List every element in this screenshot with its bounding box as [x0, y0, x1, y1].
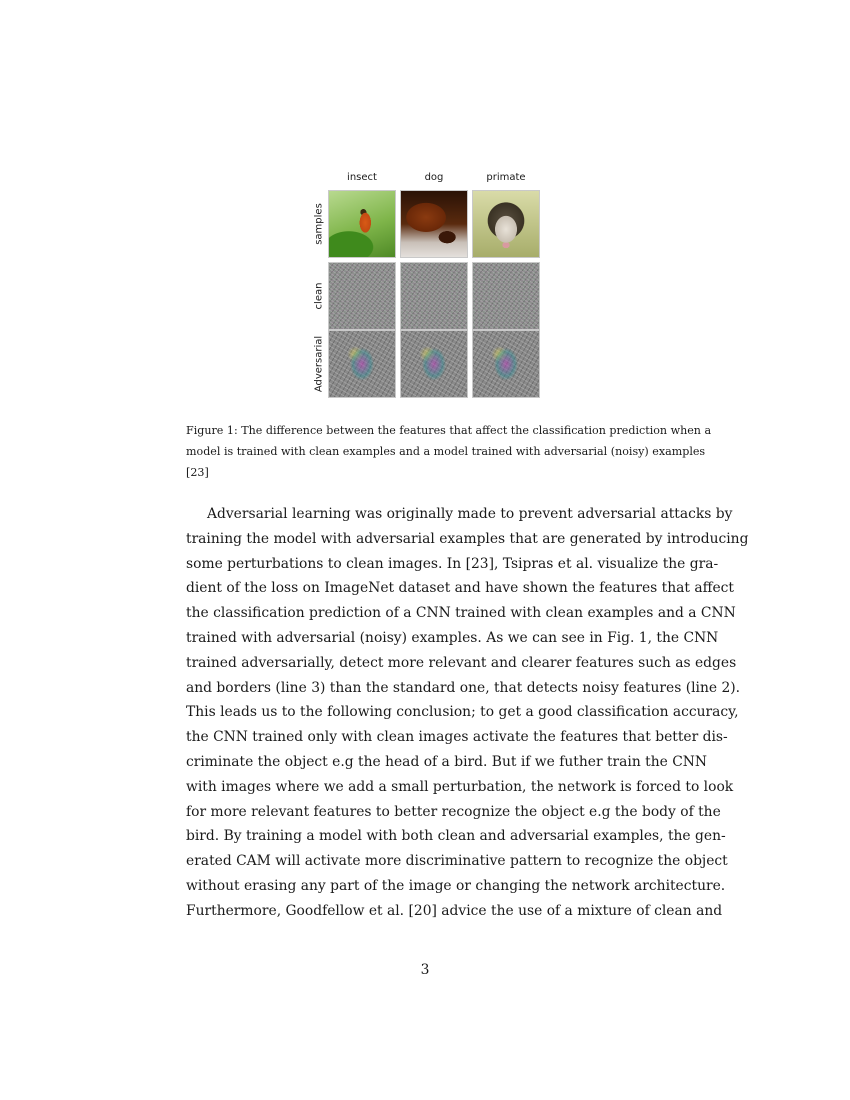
sample-image-insect [328, 190, 396, 258]
clean-gradient-insect [328, 262, 396, 330]
paragraph-line: the classification prediction of a CNN trained with clean examples and a CNN [186, 605, 736, 622]
paragraph-line: some perturbations to clean images. In [23], Tsipras et al. visualize the gra- [186, 555, 719, 572]
body-paragraph [186, 502, 749, 924]
caption-line: model is trained with clean examples and a model trained with adversarial (noisy) examples [186, 445, 706, 458]
paragraph-line: Furthermore, Goodfellow et al. [20] advice the use of a mixture of clean and [186, 902, 723, 919]
paragraph-line: criminate the object e.g the head of a bird. But if we futher train the CNN [186, 753, 708, 770]
column-label-insect: insect [347, 172, 377, 183]
row-label-clean: clean [313, 282, 325, 310]
paragraph-line: for more relevant features to better recognize the object e.g the body of the [186, 803, 721, 820]
page-number: 3 [420, 962, 430, 978]
column-label-primate: primate [486, 172, 526, 183]
row-label-samples: samples [313, 203, 325, 245]
figure-1 [310, 172, 550, 400]
paragraph-line: the CNN trained only with clean images activate the features that better dis- [186, 729, 728, 746]
adversarial-gradient-insect [328, 330, 396, 398]
paragraph-line: and borders (line 3) than the standard one, that detects noisy features (line 2). [186, 679, 741, 696]
paragraph-line: Adversarial learning was originally made to prevent adversarial attacks by [207, 506, 733, 522]
paragraph-line: This leads us to the following conclusion; to get a good classification accuracy, [186, 704, 739, 721]
clean-gradient-dog [400, 262, 468, 330]
sample-image-dog [400, 190, 468, 258]
paragraph-line: without erasing any part of the image or changing the network architecture. [186, 877, 726, 894]
column-label-dog: dog [424, 172, 444, 183]
paragraph-line: trained adversarially, detect more relevant and clearer features such as edges [186, 654, 737, 671]
paragraph-line: training the model with adversarial examples that are generated by introducing [186, 530, 749, 547]
adversarial-gradient-dog [400, 330, 468, 398]
paragraph-line: dient of the loss on ImageNet dataset and have shown the features that affect [186, 580, 734, 597]
sample-image-primate [472, 190, 540, 258]
paragraph-line: erated CAM will activate more discriminative pattern to recognize the object [186, 853, 728, 870]
adversarial-gradient-primate [472, 330, 540, 398]
caption-line: [23] [186, 466, 209, 479]
figure-caption [186, 420, 712, 483]
row-label-adversarial: Adversarial [313, 335, 325, 393]
paragraph-line: trained with adversarial (noisy) examples. As we can see in Fig. 1, the CNN [186, 629, 719, 646]
paragraph-line: bird. By training a model with both clean and adversarial examples, the gen- [186, 828, 726, 845]
caption-line: Figure 1: The difference between the features that affect the classification prediction when a [186, 424, 712, 437]
paragraph-line: with images where we add a small perturbation, the network is forced to look [186, 778, 734, 795]
clean-gradient-primate [472, 262, 540, 330]
